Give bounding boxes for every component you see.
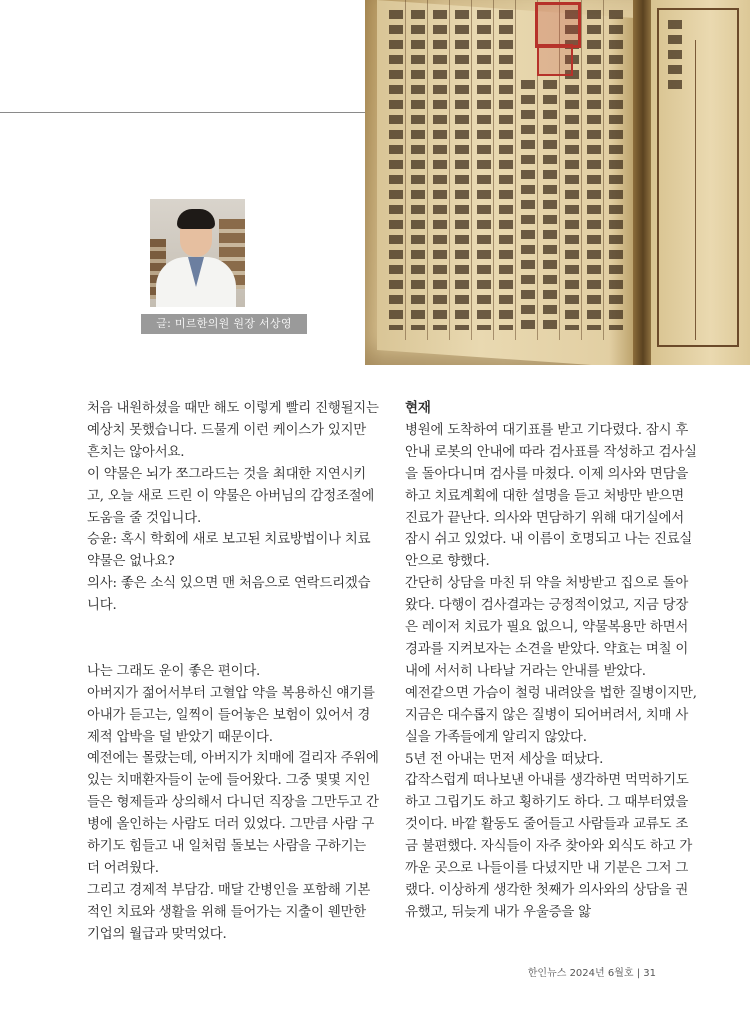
paragraph: 승윤: 혹시 학회에 새로 보고된 치료방법이나 치료약물은 없나요? [87,532,371,570]
paragraph: 5년 전 아내는 먼저 세상을 떠났다. [405,751,604,767]
paragraph: 의사: 좋은 소식 있으면 맨 처음으로 연락드리겠습니다. [87,576,371,614]
author-caption: 글: 미르한의원 원장 서상영 [141,314,307,334]
paragraph: 병원에 도착하여 대기표를 받고 기다렸다. 잠시 후 안내 로봇의 안내에 따라 검사표를 작성하고 검사실을 돌아다니며 검사를 마쳤다. 이제 의사와 면담을 하고 치료계획에 대한 설명을 듣고 처방만 받으면 진료가 끝난다. 의사와 면담하기 위해 대기실에서 잠시 쉬고 있었다. 내 이름이 호명되고 나는 진료실 안으로 향했다. [405,422,697,570]
section-heading: 현재 [405,400,431,416]
old-book-photo [365,0,750,365]
author-portrait [150,199,245,307]
paragraph: 예전같으면 가슴이 철렁 내려앉을 법한 질병이지만, 지금은 대수롭지 않은 질병이 되어버려서, 치매 사실을 가족들에게 알리지 않았다. [405,685,697,745]
paragraph: 나는 그래도 운이 좋은 편이다. [87,663,261,679]
right-column [405,398,699,924]
left-column [87,398,379,946]
paragraph: 간단히 상담을 마친 뒤 약을 처방받고 집으로 돌아왔다. 다행이 검사결과는 긍정적이었고, 지금 당장은 레이저 치료가 필요 없으니, 약물복용만 하면서 경과를 지켜보자는 소견을 받았다. 약효는 며칠 이내에 서서히 나타날 거라는 안내를 받았다. [405,576,689,679]
page-footer: 한인뉴스 2024년 6월호 | 31 [527,968,656,979]
paragraph: 갑작스럽게 떠나보낸 아내를 생각하면 먹먹하기도 하고 그립기도 하고 횡하기도 하다. 그 때부터였을 것이다. 바깥 활동도 줄어들고 사람들과 교류도 조금 불편했다. 자식들이 자주 찾아와 외식도 하고 가까운 곳으로 나들이를 다녔지만 내 기분은 그저 그랬다. 이상하게 생각한 첫째가 의사와의 상담을 권유했고, 뒤늦게 내가 우울증을 앓 [405,773,693,920]
paragraph: 처음 내원하셨을 때만 해도 이렇게 빨리 진행될지는 예상치 못했습니다. 드물게 이런 케이스가 있지만 흔치는 않아서요. [87,401,379,460]
header-rule [0,112,368,113]
paragraph: 이 약물은 뇌가 쪼그라드는 것을 최대한 지연시키고, 오늘 새로 드린 이 약물은 아버님의 감정조절에 도움을 줄 것입니다. [87,466,375,526]
paragraph: 그리고 경제적 부담감. 매달 간병인을 포함해 기본적인 치료와 생활을 위해 들어가는 지출이 웬만한 기업의 월급과 맞먹었다. [87,882,371,942]
paragraph: 아버지가 젊어서부터 고혈압 약을 복용하신 얘기를 아내가 듣고는, 일찍이 들어놓은 보험이 있어서 경제적 압박을 덜 받았기 때문이다. [87,685,375,745]
paragraph: 예전에는 몰랐는데, 아버지가 치매에 걸리자 주위에 있는 치매환자들이 눈에 들어왔다. 그중 몇몇 지인들은 형제들과 상의해서 다니던 직장을 그만두고 간병에 올인하는 사람도 더러 있었다. 그만큼 사람 구하기도 힘들고 내 일처럼 돌보는 사람을 구하기는 더 어려웠다. [87,751,379,876]
